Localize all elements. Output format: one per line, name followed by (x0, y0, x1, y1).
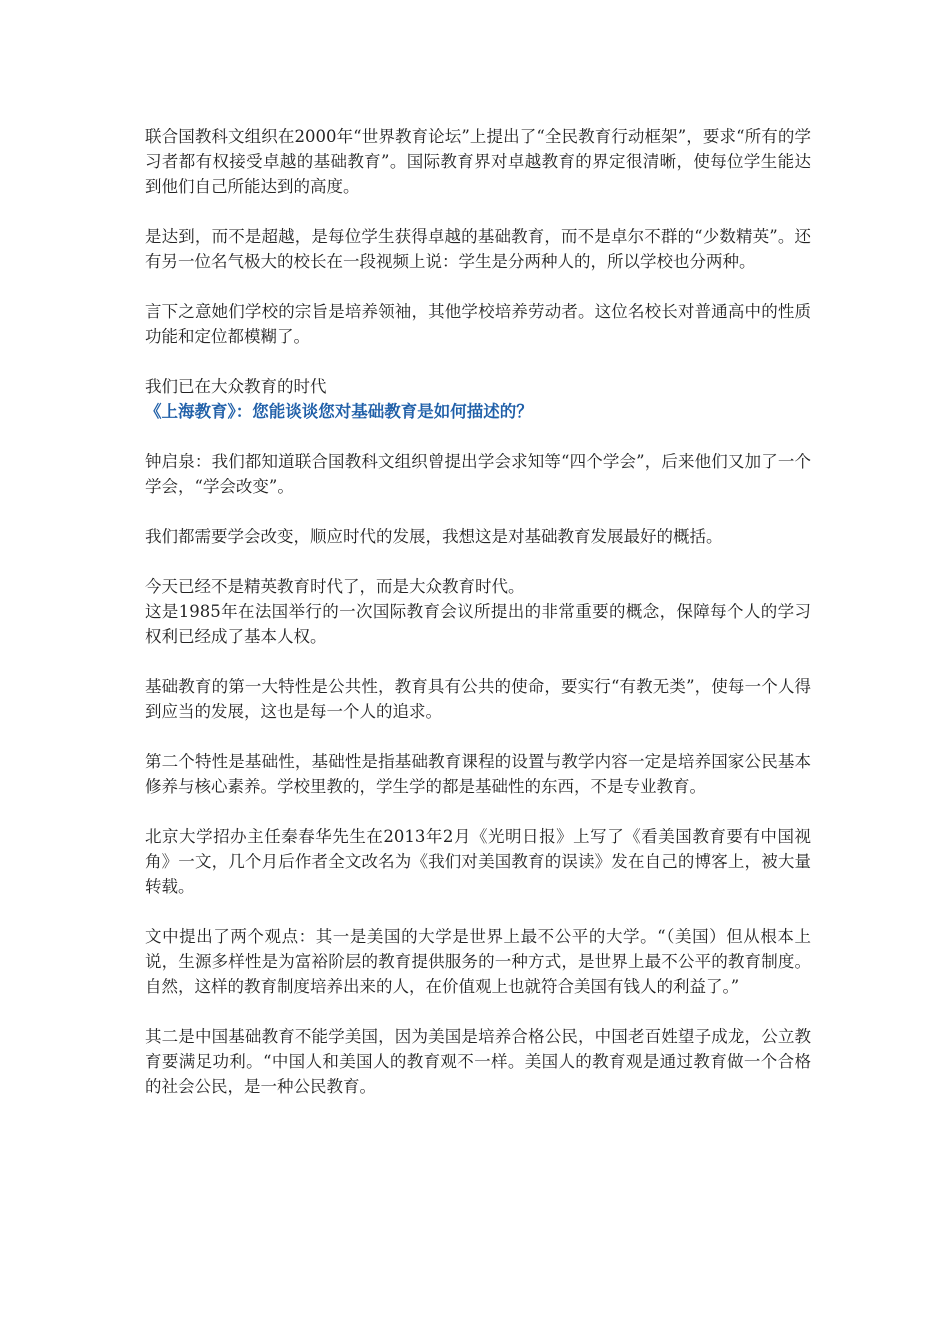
paragraph-10: 其二是中国基础教育不能学美国，因为美国是培养合格公民，中国老百姓望子成龙，公立教育要满足功利。“中国人和美国人的教育观不一样。美国人的教育观是通过教育做一个合格的社会公民，是一种公民教育。 (145, 1027, 811, 1096)
paragraph-1: 联合国教科文组织在2000年“世界教育论坛”上提出了“全民教育行动框架”，要求“所有的学习者都有权接受卓越的基础教育”。国际教育界对卓越教育的界定很清晰，使每位学生能达到他们自己所能达到的高度。 (145, 127, 811, 196)
paragraph-4: 我们都需要学会改变，顺应时代的发展，我想这是对基础教育发展最好的概括。 (145, 527, 723, 546)
paragraph-9: 文中提出了两个观点：其一是美国的大学是世界上最不公平的大学。“（美国）但从根本上说，生源多样性是为富裕阶层的教育提供服务的一种方式，是世界上最不公平的教育制度。自然，这样的教育制度培养出来的人，在价值观上也就符合美国有钱人的利益了。” (145, 927, 811, 996)
paragraph-5b: 这是1985年在法国举行的一次国际教育会议所提出的非常重要的概念，保障每个人的学习权利已经成了基本人权。 (145, 602, 811, 646)
paragraph-7: 第二个特性是基础性，基础性是指基础教育课程的设置与教学内容一定是培养国家公民基本修养与核心素养。学校里教的，学生学的都是基础性的东西，不是专业教育。 (145, 752, 811, 796)
section-heading: 我们已在大众教育的时代 (145, 377, 327, 396)
paragraph-5a: 今天已经不是精英教育时代了，而是大众教育时代。 (145, 577, 525, 596)
paragraph-3: 言下之意她们学校的宗旨是培养领袖，其他学校培养劳动者。这位名校长对普通高中的性质功能和定位都模糊了。 (145, 302, 811, 346)
article-body (145, 124, 811, 1124)
interview-question: 《上海教育》：您能谈谈您对基础教育是如何描述的？ (145, 402, 533, 421)
paragraph-6: 基础教育的第一大特性是公共性，教育具有公共的使命，要实行“有教无类”，使每一个人得到应当的发展，这也是每一个人的追求。 (145, 677, 811, 721)
paragraph-2: 是达到，而不是超越，是每位学生获得卓越的基础教育，而不是卓尔不群的“少数精英”。还有另一位名气极大的校长在一段视频上说：学生是分两种人的，所以学校也分两种。 (145, 227, 811, 271)
interview-answer: 钟启泉：我们都知道联合国教科文组织曾提出学会求知等“四个学会”，后来他们又加了一个学会，“学会改变”。 (145, 452, 811, 496)
paragraph-8: 北京大学招办主任秦春华先生在2013年2月《光明日报》上写了《看美国教育要有中国视角》一文，几个月后作者全文改名为《我们对美国教育的误读》发在自己的博客上，被大量转载。 (145, 827, 811, 896)
